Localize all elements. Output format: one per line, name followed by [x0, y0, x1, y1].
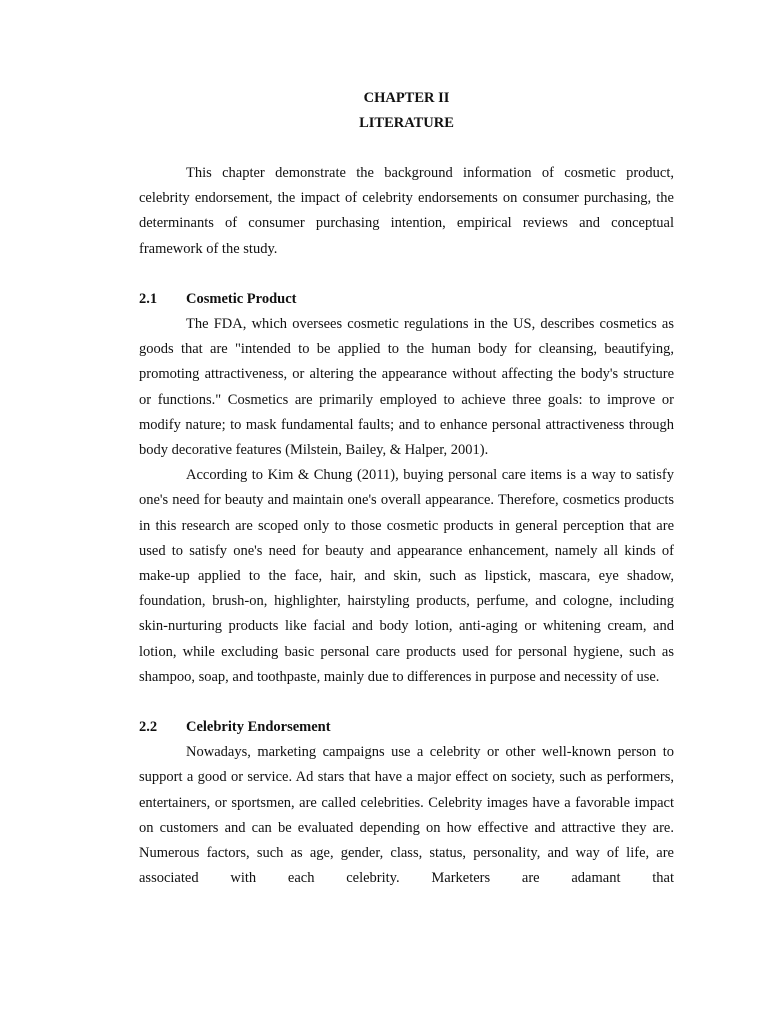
- chapter-number: CHAPTER II: [363, 90, 450, 106]
- intro-paragraph: This chapter demonstrate the background information of cosmetic product, celebrity endorsement, the impact of celebrity endorsements on consumer purchasing, the determinants of consumer purchasing intention, empirical reviews and conceptual framework of the study.: [139, 165, 674, 257]
- paragraph: The FDA, which oversees cosmetic regulations in the US, describes cosmetics as goods that are "intended to be applied to the human body for cleansing, beautifying, promoting attractiveness, or altering the appearance without affecting the body's structure or functions." Cosmetics are primarily employed to achieve three goals: to improve or modify nature; to mask fundamental faults; and to enhance personal attractiveness through body decorative features (Milstein, Bailey, & Halper, 2001).: [139, 316, 674, 459]
- chapter-title: LITERATURE: [359, 115, 454, 131]
- section-title: Celebrity Endorsement: [186, 719, 331, 736]
- paragraph: Nowadays, marketing campaigns use a celebrity or other well-known person to support a good or service. Ad stars that have a major effect on society, such as performers, entertainers, or sportsmen, are called celebrities. Celebrity images have a favorable impact on customers and can be evaluated depending on how effective and attractive they are. Numerous factors, such as age, gender, class, status, personality, and way of life, are associated with each celebrity. Marketers are adamant that: [139, 744, 674, 887]
- chapter-heading: [139, 86, 674, 136]
- section-title: Cosmetic Product: [186, 290, 297, 307]
- document-page: [139, 86, 674, 891]
- section-heading-2-2: [139, 715, 674, 740]
- section-number: 2.1: [139, 290, 158, 307]
- section-number: 2.2: [139, 719, 158, 736]
- paragraph: According to Kim & Chung (2011), buying personal care items is a way to satisfy one's need for beauty and maintain one's overall appearance. Therefore, cosmetics products in this research are scoped only to those cosmetic products in general perception that are used to satisfy one's need for beauty and appearance enhancement, namely all kinds of make-up applied to the face, hair, and skin, such as lipstick, mascara, eye shadow, foundation, brush-on, highlighter, hairstyling products, perfume, and cologne, including skin-nurturing products like facial and body lotion, anti-aging or whitening cream, and lotion, while excluding basic personal care products used for personal hygiene, such as shampoo, soap, and toothpaste, mainly due to differences in purpose and necessity of use.: [139, 467, 674, 685]
- section-heading-2-1: [139, 287, 674, 312]
